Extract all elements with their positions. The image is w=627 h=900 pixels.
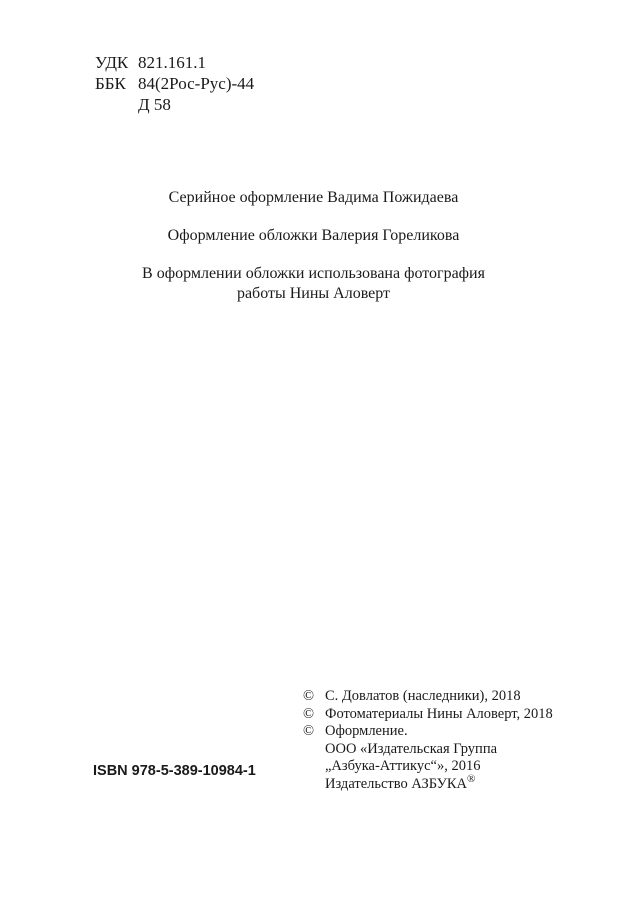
copyright-symbol: © <box>303 723 315 739</box>
bbk-row <box>95 73 254 94</box>
copyright-block <box>303 688 553 793</box>
cover-photo-credit-line2: работы Нины Аловерт <box>236 285 391 302</box>
publisher-name: Издательство АЗБУКА <box>325 775 467 792</box>
copyright-publisher-line3 <box>303 772 553 794</box>
copyright-publisher-line2: „Азбука-Аттикус“», 2016 <box>325 758 481 774</box>
copyright-design-text: Оформление. <box>325 723 408 739</box>
author-mark-value: Д 58 <box>138 95 171 114</box>
copyright-symbol: © <box>303 705 315 722</box>
copyright-line-photos <box>303 706 553 724</box>
registered-mark: ® <box>467 772 476 785</box>
udk-value: 821.161.1 <box>138 53 206 72</box>
bbk-value: 84(2Рос-Рус)-44 <box>138 74 255 93</box>
copyright-line-author <box>303 688 553 706</box>
cover-design-credit: Оформление обложки Валерия Гореликова <box>167 227 460 244</box>
series-design-credit: Серийное оформление Вадима Пожидаева <box>168 189 459 206</box>
copyright-line-design <box>303 723 553 741</box>
isbn-number: ISBN 978-5-389-10984-1 <box>93 763 256 779</box>
copyright-photos-text: Фотоматериалы Нины Аловерт, 2018 <box>325 705 553 722</box>
cover-photo-credit <box>0 264 627 304</box>
cover-photo-credit-line1: В оформлении обложки использована фотография <box>142 265 485 282</box>
copyright-publisher-line1: ООО «Издательская Группа <box>325 740 498 757</box>
author-mark-label <box>95 94 138 115</box>
udk-label: УДК <box>95 53 129 72</box>
classification-block <box>95 52 254 115</box>
author-mark-row <box>95 94 254 115</box>
copyright-author-text: С. Довлатов (наследники), 2018 <box>325 688 521 704</box>
design-credits <box>0 188 627 304</box>
copyright-symbol: © <box>303 688 315 704</box>
udk-row <box>95 52 254 73</box>
bbk-label: ББК <box>95 74 126 93</box>
